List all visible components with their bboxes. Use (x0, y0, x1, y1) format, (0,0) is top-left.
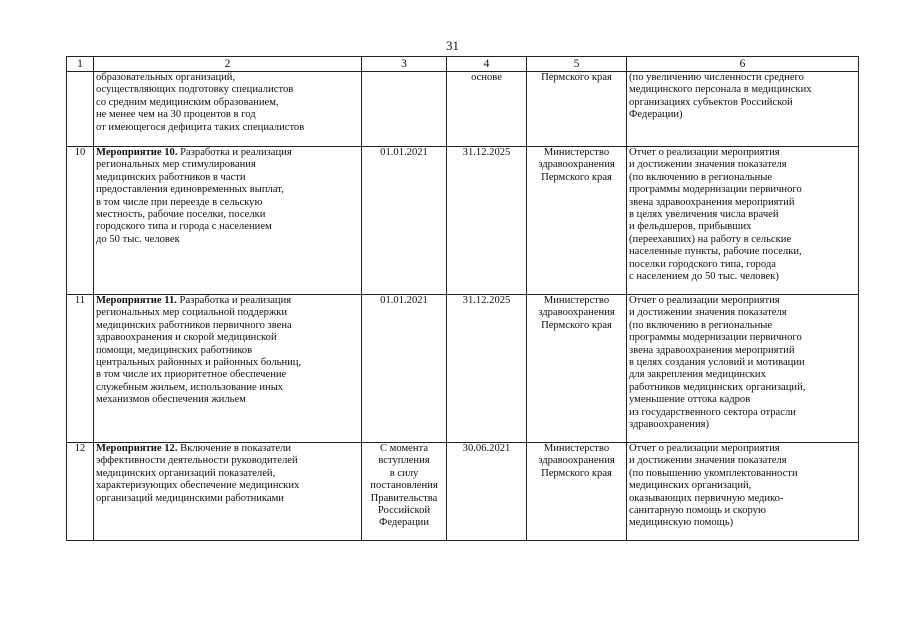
start-line: постановления (370, 480, 438, 492)
result-line: и достижении значения показателя (629, 159, 787, 171)
description-line: характеризующих обеспечение медицинских (96, 480, 300, 492)
result-line: звена здравоохранения мероприятий (629, 196, 795, 208)
description-line: до 50 тыс. человек (96, 233, 180, 245)
description-line: центральных районных и районных больниц, (96, 357, 302, 369)
description-line: служебным жильем, использование иных (96, 381, 284, 393)
result-line: и достижении значения показателя (629, 455, 787, 467)
start-date (362, 443, 447, 541)
description-line: эффективности деятельности руководителей (96, 455, 298, 467)
start-line: Правительства (370, 492, 438, 504)
responsible-line: Пермского края (541, 72, 612, 83)
responsible-line: Министерство (543, 147, 610, 158)
result-line: здравоохранения) (629, 419, 710, 431)
result-line: медицинских организаций, (629, 480, 752, 492)
header-col-1: 1 (67, 57, 94, 72)
responsible-line: Пермского края (541, 319, 612, 331)
end-date: 31.12.2025 (447, 147, 527, 295)
measure-title: Мероприятие 10. (96, 147, 178, 158)
description-line: со средним медицинским образованием, (96, 96, 279, 108)
start-line: Российской (377, 505, 431, 517)
result-line: санитарную помощь и скорую (629, 505, 766, 517)
description-line: здравоохранения и скорой медицинской (96, 332, 277, 344)
start-line: вступления (378, 455, 430, 467)
result-line: Отчет о реализации мероприятия (629, 443, 780, 454)
result-line: (по увеличению численности среднего (629, 72, 804, 83)
result-line: организациях субъектов Российской (629, 96, 793, 108)
page-number: 31 (446, 38, 459, 53)
description-line: региональных мер стимулирования (96, 159, 256, 171)
result-line: работников медицинских организаций, (629, 381, 806, 393)
expected-result (627, 295, 859, 443)
result-line: в целях создания условий и мотивации (629, 357, 805, 369)
description-line: механизмов обеспечения жильем (96, 394, 246, 406)
table-row (67, 147, 859, 295)
measure-description (94, 72, 362, 147)
measures-table (66, 56, 859, 541)
measure-description (94, 147, 362, 295)
start-date: 01.01.2021 (362, 295, 447, 443)
description-line: медицинских организаций показателей, (96, 467, 276, 479)
responsible (527, 443, 627, 541)
expected-result (627, 147, 859, 295)
result-line: медицинскую помощь) (629, 517, 734, 529)
description-line: медицинских работников в части (96, 171, 246, 183)
result-line: звена здравоохранения мероприятий (629, 344, 795, 356)
row-number (67, 72, 94, 147)
result-line: (по включению в региональные (629, 171, 773, 183)
description-line (96, 147, 359, 159)
description-line: медицинских работников первичного звена (96, 319, 292, 331)
responsible-line: Министерство (543, 295, 610, 306)
description-line: в том числе при переезде в сельскую (96, 196, 263, 208)
responsible-line: Министерство (543, 443, 610, 454)
description-text: Разработка и реализация (176, 295, 292, 306)
description-text: Включение в показатели (177, 443, 292, 454)
header-col-5: 5 (527, 57, 627, 72)
description-line: организаций медицинскими работниками (96, 492, 284, 504)
responsible (527, 147, 627, 295)
table-row (67, 295, 859, 443)
start-line: в силу (389, 467, 419, 479)
result-line: программы модернизации первичного (629, 332, 802, 344)
measure-title: Мероприятие 11. (96, 295, 177, 306)
result-line: Федерации) (629, 109, 683, 121)
description-line: городского типа и города с населением (96, 221, 272, 233)
header-col-3: 3 (362, 57, 447, 72)
result-line: населенные пункты, рабочие поселки, (629, 246, 802, 258)
result-line: программы модернизации первичного (629, 184, 802, 196)
description-line: образовательных организаций, (96, 72, 236, 83)
responsible-line: здравоохранения (538, 307, 615, 319)
description-line: от имеющегося дефицита таких специалистов (96, 121, 305, 133)
description-line: осуществляющих подготовку специалистов (96, 84, 294, 96)
start-date (362, 72, 447, 147)
description-line (96, 443, 359, 455)
result-line: (переехавших) на работу в сельские (629, 233, 792, 245)
result-line: из государственного сектора отрасли (629, 406, 796, 418)
description-line: предоставления единовременных выплат, (96, 184, 284, 196)
end-date: основе (447, 72, 527, 147)
table-row (67, 443, 859, 541)
description-line: в том числе их приоритетное обеспечение (96, 369, 287, 381)
header-col-2: 2 (94, 57, 362, 72)
result-line: для закрепления медицинских (629, 369, 766, 381)
row-number: 12 (67, 443, 94, 541)
start-line: С момента (379, 443, 429, 454)
expected-result (627, 72, 859, 147)
result-line: медицинского персонала в медицинских (629, 84, 812, 96)
description-line (96, 295, 359, 307)
result-line: с населением до 50 тыс. человек) (629, 271, 779, 283)
result-line: Отчет о реализации мероприятия (629, 147, 780, 158)
end-date: 31.12.2025 (447, 295, 527, 443)
measure-title: Мероприятие 12. (96, 443, 178, 454)
responsible-line: здравоохранения (538, 159, 615, 171)
header-col-6: 6 (627, 57, 859, 72)
result-line: уменьшение оттока кадров (629, 394, 751, 406)
row-number: 10 (67, 147, 94, 295)
header-col-4: 4 (447, 57, 527, 72)
expected-result (627, 443, 859, 541)
measure-description (94, 295, 362, 443)
description-line: региональных мер социальной поддержки (96, 307, 288, 319)
responsible (527, 72, 627, 147)
description-line: помощи, медицинских работников (96, 344, 253, 356)
measure-description (94, 443, 362, 541)
result-line: и фельдшеров, прибывших (629, 221, 752, 233)
description-line: не менее чем на 30 процентов в год (96, 109, 256, 121)
description-line: местность, рабочие поселки, поселки (96, 209, 266, 221)
start-line: Федерации (378, 517, 430, 529)
responsible-line: Пермского края (541, 467, 612, 479)
table-row (67, 72, 859, 147)
result-line: Отчет о реализации мероприятия (629, 295, 780, 306)
result-line: (по повышению укомплектованности (629, 467, 798, 479)
description-text: Разработка и реализация (177, 147, 292, 158)
end-date: 30.06.2021 (447, 443, 527, 541)
start-date: 01.01.2021 (362, 147, 447, 295)
responsible (527, 295, 627, 443)
result-line: оказывающих первичную медико- (629, 492, 784, 504)
table-header-row (67, 57, 859, 72)
result-line: и достижении значения показателя (629, 307, 787, 319)
result-line: (по включению в региональные (629, 319, 773, 331)
responsible-line: здравоохранения (538, 455, 615, 467)
row-number: 11 (67, 295, 94, 443)
responsible-line: Пермского края (541, 171, 612, 183)
result-line: в целях увеличения числа врачей (629, 209, 779, 221)
result-line: поселки городского типа, города (629, 258, 776, 270)
